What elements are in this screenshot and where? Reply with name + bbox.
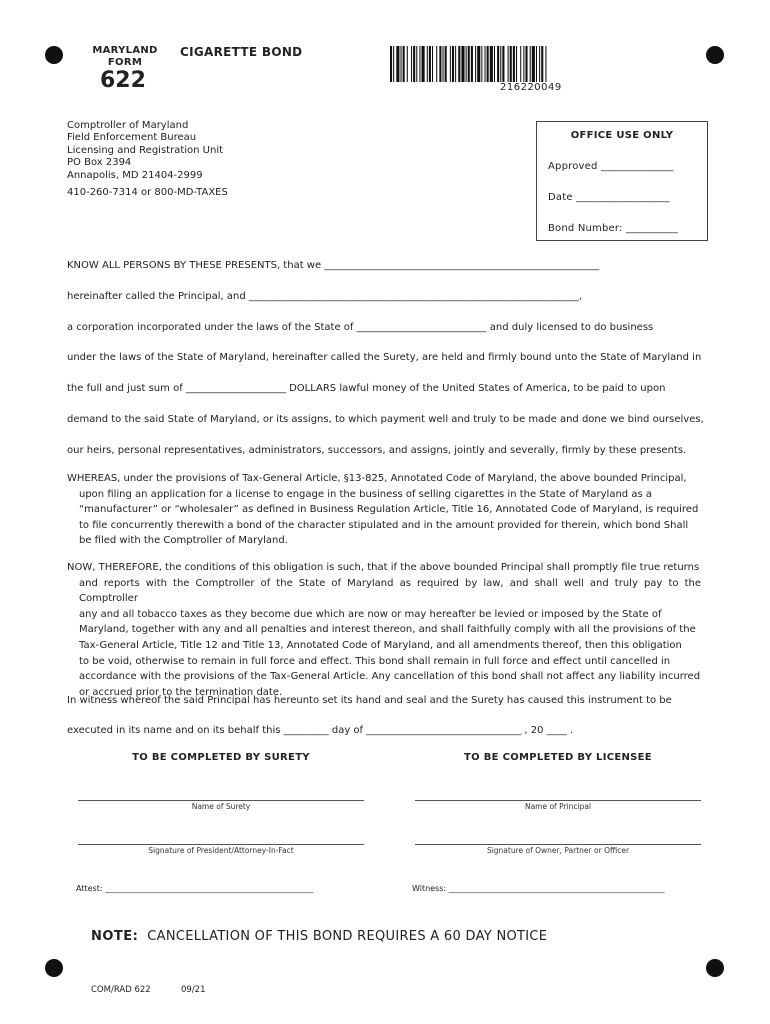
barcode-bar (516, 46, 517, 82)
corner-dot-bottom-left (45, 959, 63, 977)
barcode-bar (532, 46, 535, 82)
office-use-title: OFFICE USE ONLY (570, 130, 674, 141)
now-therefore-paragraph (67, 560, 701, 700)
note-text: CANCELLATION OF THIS BOND REQUIRES A 60 DAY NOTICE (147, 929, 548, 944)
president-signature-label: Signature of President/Attorney-In-Fact (148, 846, 294, 855)
surety-section-header: TO BE COMPLETED BY SURETY (132, 752, 310, 763)
attest-field[interactable]: Attest: ____________________________________________________ (76, 884, 314, 893)
barcode-bar (396, 46, 399, 82)
barcode-bar (513, 46, 515, 82)
barcode-bar (545, 46, 546, 82)
barcode-bar (403, 46, 405, 82)
whereas-line: be filed with the Comptroller of Maryland. (79, 535, 288, 547)
name-of-surety-label: Name of Surety (191, 802, 251, 811)
barcode-bar (494, 46, 495, 82)
form-revision-date: 09/21 (181, 985, 206, 995)
form-state: MARYLAND (92, 45, 158, 56)
barcode-bar (487, 46, 489, 82)
surety-name-line[interactable] (78, 800, 364, 801)
form-number: 622 (100, 68, 146, 93)
barcode-bar (458, 46, 460, 82)
barcode-number: 216220049 (500, 82, 562, 93)
execution-date-field[interactable]: executed in its name and on its behalf this _________ day of _______________________________ , 20 ____ . (67, 725, 574, 736)
barcode-bar (502, 46, 504, 82)
barcode-bar (419, 46, 420, 82)
whereas-line: “manufacturer” or “wholesaler” as defined in Business Regulation Article, Title 16, Annotated Code of Maryland, is required (79, 504, 699, 516)
bond-amount-field[interactable]: the full and just sum of ____________________ DOLLARS lawful money of the United States of America, to be paid to upon (67, 383, 666, 394)
now-therefore-line: to be void, otherwise to remain in full force and effect. This bond shall remain in full force and effect until cancelled in (79, 655, 671, 667)
now-therefore-line: and reports with the Comptroller of the State of Maryland as required by law, and shall well and truly pay to the Comptroller (79, 577, 701, 605)
bond-text-line: demand to the said State of Maryland, or its assigns, to which payment well and truly to be made and done we bind ourselves, (67, 414, 704, 425)
barcode-bar (539, 46, 540, 82)
page-title: CIGARETTE BOND (180, 45, 303, 59)
whereas-line: to file concurrently therewith a bond of the character stipulated and in the amount provided for therein, which bond Shall (79, 519, 689, 531)
cancellation-note (91, 929, 547, 944)
whereas-line: WHEREAS, under the provisions of Tax-General Article, §13-825, Annotated Code of Maryland, the above bounded Principal, (67, 473, 687, 484)
now-therefore-line: any and all tobacco taxes as they become due which are now or may hereafter be levied or imposed by the State of (79, 608, 662, 620)
barcode-bar (445, 46, 447, 82)
barcode-bar (530, 46, 531, 82)
bond-text-line: our heirs, personal representatives, administrators, successors, and assigns, jointly and severally, firmly by these presents. (67, 445, 687, 456)
barcode-bar (401, 46, 402, 82)
barcode-bar (500, 46, 501, 82)
barcode-bar (443, 46, 444, 82)
barcode (390, 46, 646, 82)
barcode-bar (536, 46, 537, 82)
barcode-bar (468, 46, 470, 82)
now-therefore-line: NOW, THEREFORE, the conditions of this obligation is such, that if the above bounded Principal shall promptly file true returns (67, 562, 700, 573)
whereas-line: upon filing an application for a license to engage in the business of selling cigarettes in the State of Maryland as a (79, 488, 652, 500)
form-code: COM/RAD 622 (91, 985, 151, 995)
barcode-bar (461, 46, 464, 82)
date-field[interactable]: Date __________________ (548, 192, 670, 203)
whereas-paragraph (67, 471, 701, 549)
barcode-bar (439, 46, 441, 82)
barcode-bar (466, 46, 467, 82)
president-signature-line[interactable] (78, 844, 364, 845)
address-block (67, 120, 223, 182)
barcode-bar (427, 46, 428, 82)
barcode-bar (471, 46, 473, 82)
barcode-bar (475, 46, 476, 82)
corner-dot-top-left (45, 46, 63, 64)
owner-signature-line[interactable] (415, 844, 701, 845)
phone-numbers: 410-260-7314 or 800-MD-TAXES (67, 187, 228, 198)
barcode-bar (393, 46, 394, 82)
principal-name-line[interactable] (415, 800, 701, 801)
corner-dot-top-right (706, 46, 724, 64)
address-line: PO Box 2394 (67, 157, 132, 169)
bond-number-field[interactable]: Bond Number: __________ (548, 223, 678, 234)
owner-signature-label: Signature of Owner, Partner or Officer (486, 846, 630, 855)
form-label: FORM (107, 57, 143, 68)
barcode-bar (520, 46, 521, 82)
barcode-bar (508, 46, 509, 82)
address-line: Licensing and Registration Unit (67, 144, 224, 156)
address-line: Annapolis, MD 21404-2999 (67, 169, 203, 181)
address-line: Field Enforcement Bureau (67, 132, 197, 144)
barcode-bar (416, 46, 417, 82)
barcode-bar (452, 46, 454, 82)
bond-text-line: under the laws of the State of Maryland, hereinafter called the Surety, are held and firmly bound unto the State of Maryland in (67, 352, 702, 363)
barcode-bar (481, 46, 482, 82)
approved-field[interactable]: Approved ______________ (548, 161, 674, 172)
barcode-bar (523, 46, 524, 82)
now-therefore-line: or accrued prior to the termination date. (79, 686, 283, 698)
barcode-bar (429, 46, 431, 82)
barcode-bar (541, 46, 543, 82)
barcode-bar (390, 46, 392, 82)
principal-field[interactable]: KNOW ALL PERSONS BY THESE PRESENTS, that we _______________________________________________________ (67, 260, 600, 271)
barcode-bar (432, 46, 433, 82)
barcode-bar (436, 46, 437, 82)
note-label: NOTE: (91, 929, 139, 944)
now-therefore-line: Tax-General Article, Title 12 and Title 13, Annotated Code of Maryland, and all amendments thereof, then this obligation (79, 639, 682, 651)
barcode-bar (510, 46, 512, 82)
barcode-bar (411, 46, 412, 82)
address-line: Comptroller of Maryland (67, 120, 189, 131)
barcode-bar (490, 46, 493, 82)
witness-text: In witness whereof the said Principal has hereunto set its hand and seal and the Surety has caused this instrument to be (67, 695, 672, 706)
barcode-bar (413, 46, 415, 82)
barcode-bar (455, 46, 456, 82)
witness-field[interactable]: Witness: ______________________________________________________ (412, 884, 665, 893)
corner-dot-bottom-right (706, 959, 724, 977)
barcode-bar (497, 46, 499, 82)
state-of-incorporation-field[interactable]: a corporation incorporated under the laws of the State of __________________________ and duly licensed to do business (67, 322, 654, 333)
barcode-bar (450, 46, 451, 82)
now-therefore-line: Maryland, together with any and all penalties and interest thereon, and shall faithfully comply with all the provisions of the (79, 624, 696, 636)
barcode-bar (525, 46, 527, 82)
name-of-principal-label: Name of Principal (524, 802, 592, 811)
surety-field[interactable]: hereinafter called the Principal, and __________________________________________________________________, (67, 291, 583, 302)
now-therefore-line: accordance with the provisions of the Tax-General Article. Any cancellation of this bond shall not affect any liability incurred (79, 671, 701, 683)
barcode-bar (407, 46, 408, 82)
barcode-bar (422, 46, 425, 82)
barcode-bar (485, 46, 486, 82)
licensee-section-header: TO BE COMPLETED BY LICENSEE (464, 752, 652, 763)
barcode-bar (477, 46, 480, 82)
office-use-box (536, 121, 708, 241)
